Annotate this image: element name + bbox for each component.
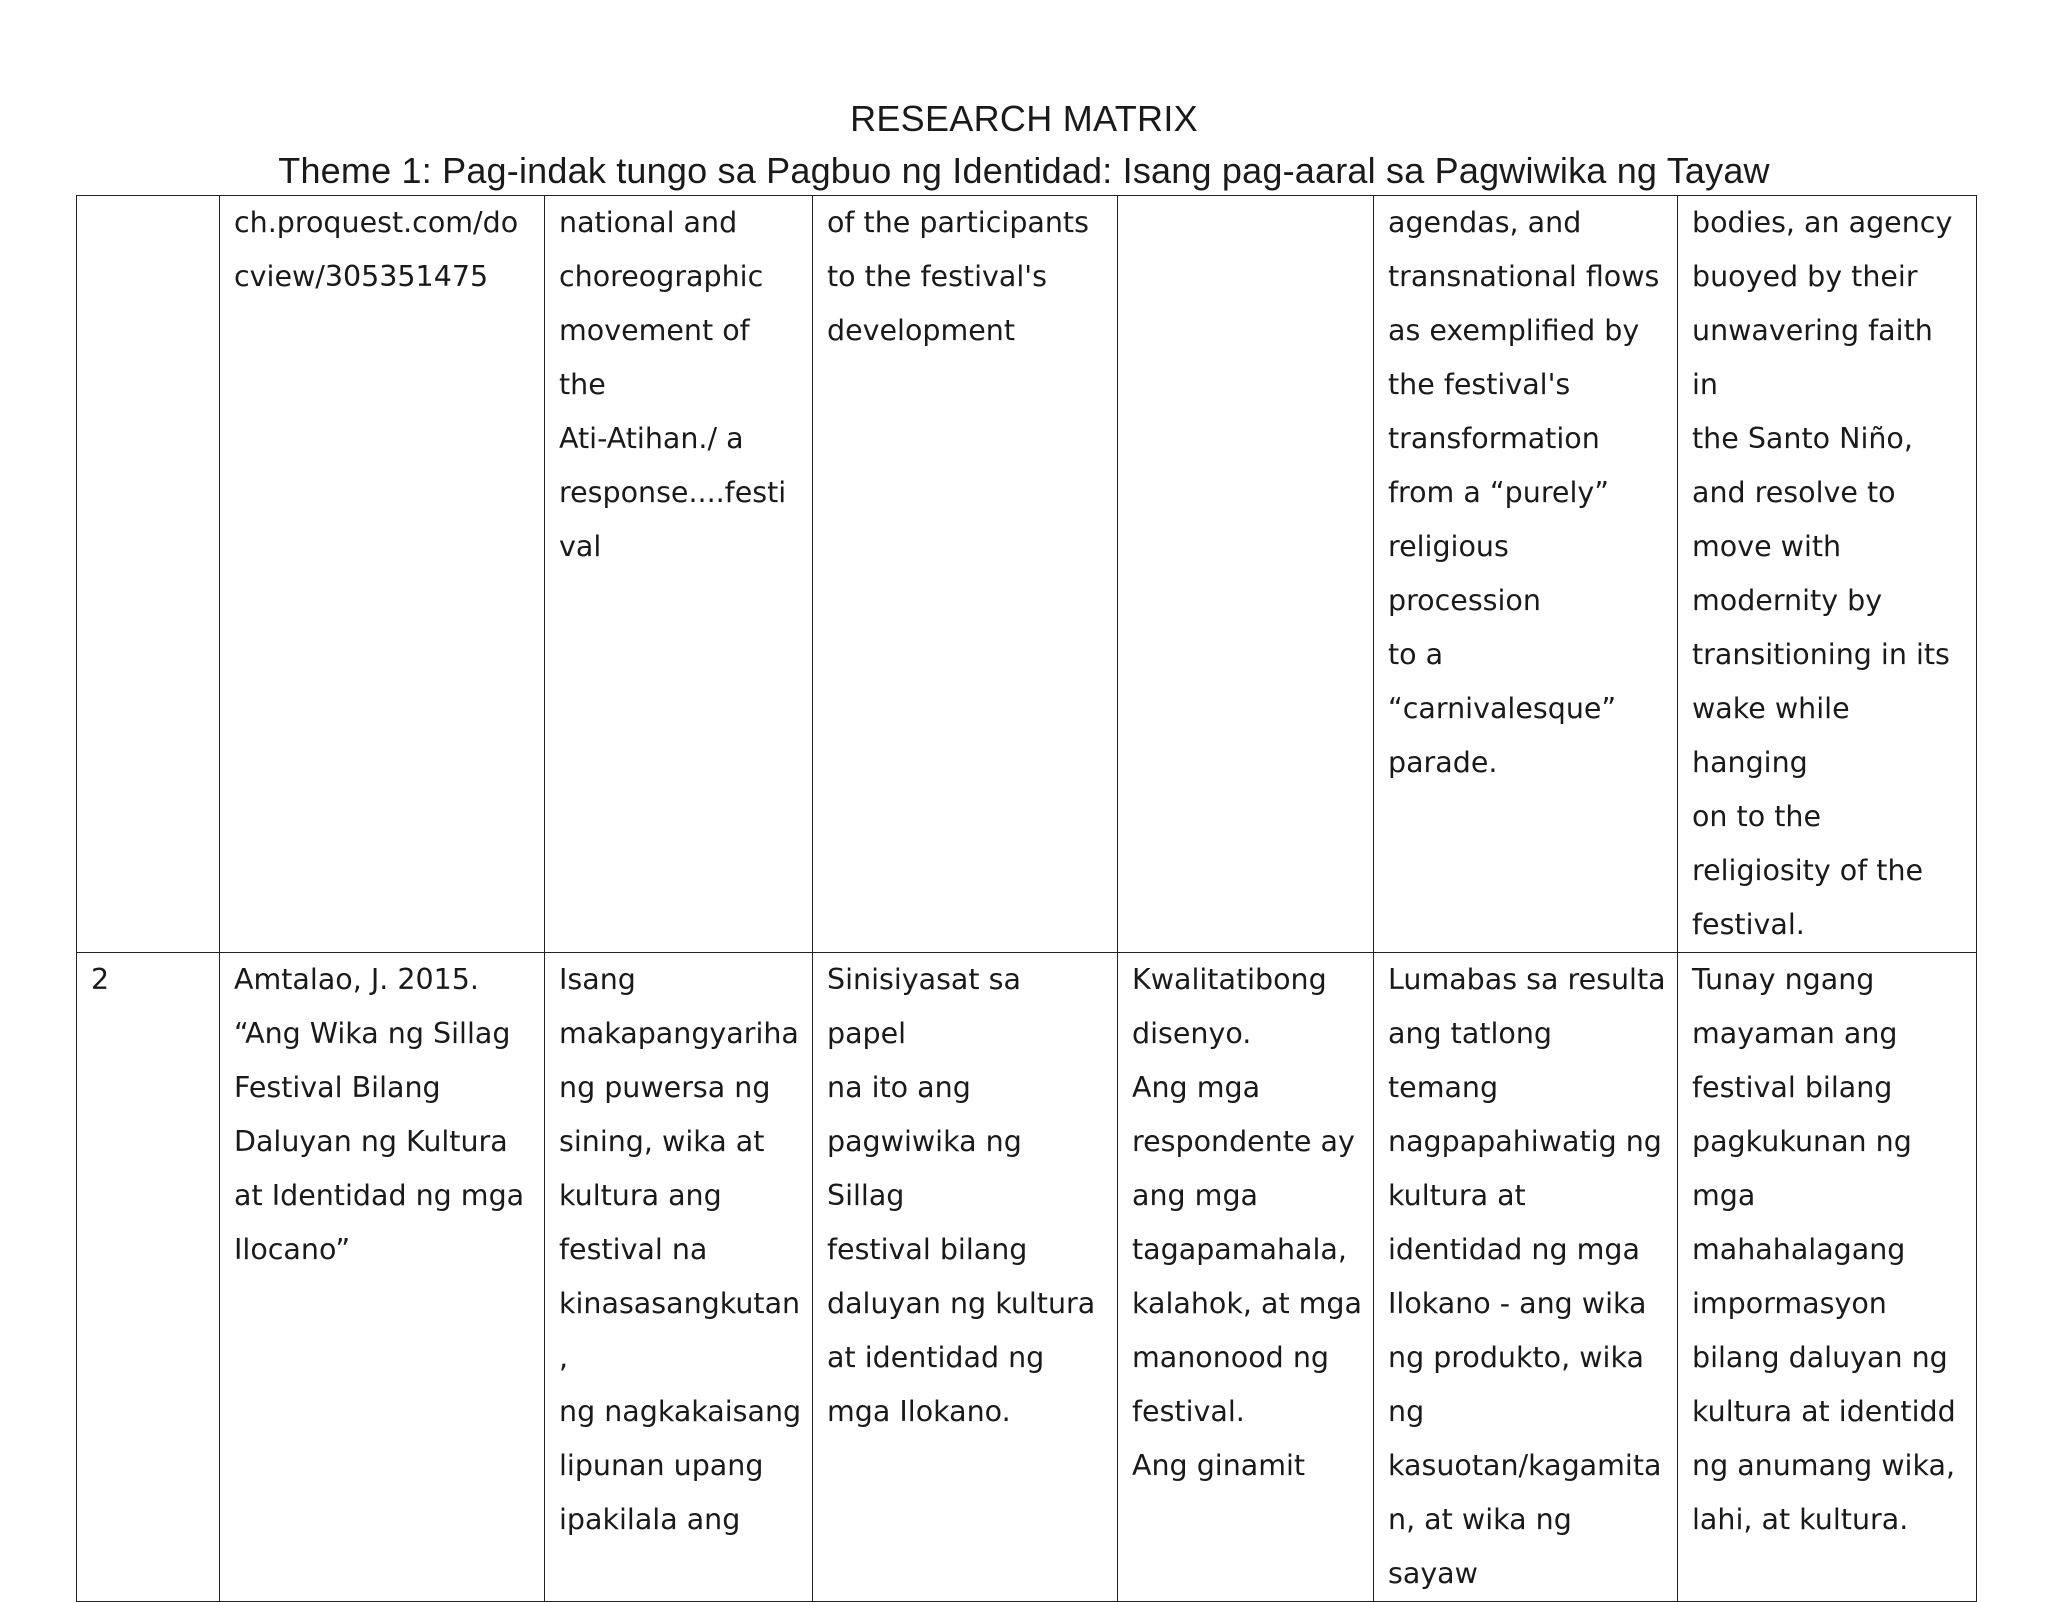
reference-cell: Amtalao, J. 2015. “Ang Wika ng Sillag Festival Bilang Daluyan ng Kultura at Identidad ng mga Ilocano” [220,953,545,1602]
row-number-cell: 2 [77,953,220,1602]
reference-cell: ch.proquest.com/do cview/305351475 [220,196,545,953]
matrix-cell: of the participants to the festival's development [813,196,1118,953]
matrix-cell [1118,196,1374,953]
table-row [77,196,1977,953]
document-title: RESEARCH MATRIX [850,98,1198,139]
row-number-cell [77,196,220,953]
matrix-cell: Kwalitatibong disenyo. Ang mga respondente ay ang mga tagapamahala, kalahok, at mga manonood ng festival. Ang ginamit [1118,953,1374,1602]
matrix-cell: Tunay ngang mayaman ang festival bilang pagkukunan ng mga mahahalagang impormasyon bilang daluyan ng kultura at identidd ng anumang wika, lahi, at kultura. [1678,953,1977,1602]
research-matrix-table [76,195,1977,1602]
matrix-cell: bodies, an agency buoyed by their unwavering faith in the Santo Niño, and resolve to move with modernity by transitioning in its wake while hanging on to the religiosity of the festival. [1678,196,1977,953]
matrix-cell: Isang makapangyariha ng puwersa ng sining, wika at kultura ang festival na kinasasangkutan, ng nagkakaisang lipunan upang ipakilala ang [545,953,813,1602]
matrix-cell: Sinisiyasat sa papel na ito ang pagwiwika ng Sillag festival bilang daluyan ng kultura at identidad ng mga Ilokano. [813,953,1118,1602]
document-subtitle: Theme 1: Pag-indak tungo sa Pagbuo ng Identidad: Isang pag-aaral sa Pagwiwika ng Tayaw [278,150,1770,191]
matrix-cell: agendas, and transnational flows as exemplified by the festival's transformation from a “purely” religious procession to a “carnivalesque” parade. [1374,196,1678,953]
matrix-cell: national and choreographic movement of the Ati-Atihan./ a response....festi val [545,196,813,953]
matrix-cell: Lumabas sa resulta ang tatlong temang nagpapahiwatig ng kultura at identidad ng mga Ilokano - ang wika ng produkto, wika ng kasuotan/kagamita n, at wika ng sayaw [1374,953,1678,1602]
table-row [77,953,1977,1602]
